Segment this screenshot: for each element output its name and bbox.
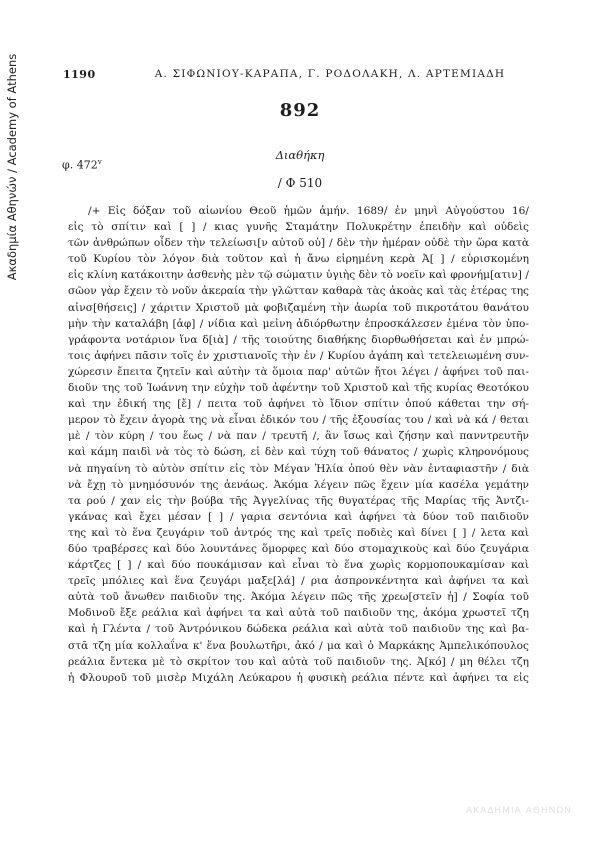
manuscript-reference: / Φ 510 bbox=[277, 176, 323, 190]
folio-verso-mark: v bbox=[97, 158, 102, 166]
text-line: της καὶ τὸ ἕνα ζευγάριν τοῦ ἀντρός της καὶ τρεῖς ποδιὲς καὶ δίνει [ ] / λετα καὶ bbox=[68, 526, 529, 539]
text-line: κάρτζες [ ] / καὶ δύο πουκάμισαν καὶ εἶναι τὸ ἕνα χωρὶς κορμοπουκαμίσαν καὶ bbox=[68, 559, 529, 572]
text-line: τρεῖς μπόλιες καὶ ἕνα ζευγάρι μαξε[λά] / ρια ἀσπρονκέντητα καὶ ἀφήνει τα καὶ bbox=[68, 575, 529, 588]
text-line: μὴν τὴν καταλάβη [ἀφ] / νίδια καὶ μεἰνη ἀδιόρθωτην ἐπροσκάλεσεν ἐμένα τὸν ὑπο- bbox=[68, 317, 529, 330]
document-number: 892 bbox=[279, 100, 321, 121]
running-head: Α. ΣΙΦΩΝΙΟΥ-ΚΑΡΑΠΑ, Γ. ΡΟΔΟΛΑΚΗ, Λ. ΑΡΤΕΜΙΑΔΗ bbox=[154, 68, 506, 80]
watermark: ΑΚΑΔΗΜΙΑ ΑΘΗΝΩΝ bbox=[466, 806, 572, 816]
text-line: /+ Εἰς δόξαν τοῦ αἰωνίου Θεοῦ ἡμῶν ἀμήν. 1689/ ἐν μηνὶ Αὐγούστου 16/ bbox=[88, 205, 529, 217]
text-line: χώρεσιν ἔπειτα ζητεῖν καὶ αὐτὴν τὰ ὅμοια παρ' αὐτῶν ἤτοι λέγει / ἀφήνει τοῦ παι- bbox=[68, 365, 529, 378]
text-line: καὶ την ἐδική της [ἔ] / πειτα τοῦ ἀφήνει τὸ ἴδιον σπίτιν ὁπού κάθεται την σή- bbox=[68, 398, 529, 411]
text-line: εἰς κλίνη κατάκοιτην ἀσθενὴς μὲν τῷ σώματιν ὑγιὴς δὲν τὸ νοεῖν καὶ φρονήμ[ατιν] / bbox=[68, 269, 529, 282]
document-title: Διαθήκη bbox=[275, 148, 325, 162]
text-line: διοῦν της τοῦ Ἰωάννη την εὐχὴν τοῦ ἀφέντην τοῦ Χριστοῦ καὶ τῆς κυρίας Θεοτόκου bbox=[68, 382, 529, 395]
page-number: 1190 bbox=[63, 68, 96, 81]
text-line: Μοδινοῦ ἔξε ρεάλια καὶ ἀφήνει τα καὶ αὐτὰ τοῦ παιδιοῦν της, ἀκόμα χρωστεῖ τζη bbox=[68, 607, 529, 620]
text-line: καὶ κάμη παιδὶ νὰ τὸς τὸ δώση, εἰ δὲν καὶ τύχη τοῦ θάνατος / χωρὶς κληρονόμους bbox=[68, 446, 529, 459]
document-body bbox=[68, 203, 529, 686]
text-line: αἰνσ[θήσεις] / χάριτιν Χριστοῦ μὰ φοβιζαμένη τὴν ἀωρία τοῦ πικροτάτου θανάτου bbox=[68, 301, 529, 314]
text-line: ρεάλια ἔντεκα μὲ τὸ σκρίτον του καὶ αὐτὰ τοῦ παιδιοῦν της. Ἀ[κό] / μη θέλει τζη bbox=[68, 655, 529, 668]
text-line: στᾶ τζη μία κολλαΐνα κ' ἕνα βουλωτῆρι, ἀκό / μα καὶ ὁ Μαρκάκης Ἀμπελικόπουλος bbox=[68, 639, 529, 652]
folio-reference bbox=[62, 158, 102, 172]
text-line: μερον τὸ ἔχειν ἀγορὰ της νὰ εἶναι ἐδικόν του / τῆς ἐξουσίας του / καὶ νὰ κά / θεται bbox=[68, 414, 529, 427]
text-line: μὲ / τὸν κύρη / του ἕως / νὰ παν / τρευτῆ /, ἂν ἴσως καὶ ζήσην καὶ πανντρευτῆν bbox=[68, 430, 529, 443]
text-line: γράφοντα νοτάριον ἵνα δ[ιὰ] / τῆς τοιούτης διαθήκης διορθωθήσεται καὶ ἐν μπρώ- bbox=[68, 333, 529, 346]
text-line: τοις ἀφήνει πᾶσιν τοῖς ἐν χριστιανοῖς τὴν ἐν / Κυρίου ἀγάπη καὶ τετελειωμένη συν- bbox=[68, 349, 529, 362]
text-line: τα ρού / χαν εἰς τὴν βούβα τῆς Ἀγγελίνας τῆς θυγατέρας τῆς Μαρίας τῆς Ἀντζι- bbox=[68, 494, 529, 507]
text-line: γκάνας καὶ ἔχει μέσαν [ ] / γαρια σεντόνια καὶ ἀφήνει τὰ δύον τοῦ παιδιοῦν bbox=[68, 510, 529, 523]
text-line: αὐτὰ τοῦ ἄνωθεν παιδιοῦν της. Ἀκόμα λέγειν πῶς τῆς χρεω[στεῖν ἡ] / Σοφία τοῦ bbox=[68, 591, 529, 604]
text-line: σῶον γὰρ ἔχειν τὸ νοῦν ἀκεραία τὴν γλῶτταν καθαρὰ τὰς ἀκοὰς καὶ τὰς ἑτέρας της bbox=[68, 285, 529, 298]
text-line: καὶ ἡ Γλέντα / τοῦ Ἀντρόνικου δώδεκα ρεάλια καὶ αὐτὰ τοῦ παιδιοῦν της καὶ βα- bbox=[68, 623, 529, 636]
text-line: τῶν ἀνθρώπων οἶδεν τὴν τελείωσι[ν αὐτοῦ οὐ] / δὲν τὴν ἡμέραν οὐδὲ τὴν ὥρα κατὰ bbox=[68, 237, 529, 250]
text-line: ἡ Φλουροῦ τοῦ μισὲρ Μιχάλη Λεύκαρου ἡ φυσικὴ ρεάλια πέντε καὶ ἀφήνει τα εἰς bbox=[68, 671, 529, 684]
archive-stamp bbox=[0, 0, 22, 340]
folio-label: φ. 472 bbox=[62, 158, 98, 172]
archive-stamp-text: Ακαδημία Αθηνών / Academy of Athens bbox=[5, 53, 19, 281]
text-line: νὰ πηγαίνη τὸ αὐτὸν σπίτιν εἰς τὸν Μέγαν Ἠλία ὁπού θὲν νὰν ἐνταφιαστῆν / διὰ bbox=[68, 462, 529, 475]
text-line: δύο τραβέρσες καὶ δύο λουντάνες ὅμορφες καὶ δύο στομαχικοὺς καὶ δύο ζευγάρια bbox=[68, 542, 529, 555]
text-line: εἰς τὸ σπίτιν καὶ [ ] / κιας γυνῆς Σταμάτην Πολυκρέτην ἐπειδὴν καὶ οὐδεὶς bbox=[68, 221, 529, 234]
text-line: νὰ ἔχῃ τὸ μνημόσυνόν της ἀενάως. Ἀκόμα λέγειν πῶς ἔχειν μία κασέλα γεμάτην bbox=[68, 478, 529, 491]
text-line: τοῦ Κυρίου τὸν λόγον διὰ τοῦτον καὶ ἡ ἄνω εἰρημένη κερὰ Ἀ[ ] / εὑρισκομένη bbox=[68, 253, 529, 266]
